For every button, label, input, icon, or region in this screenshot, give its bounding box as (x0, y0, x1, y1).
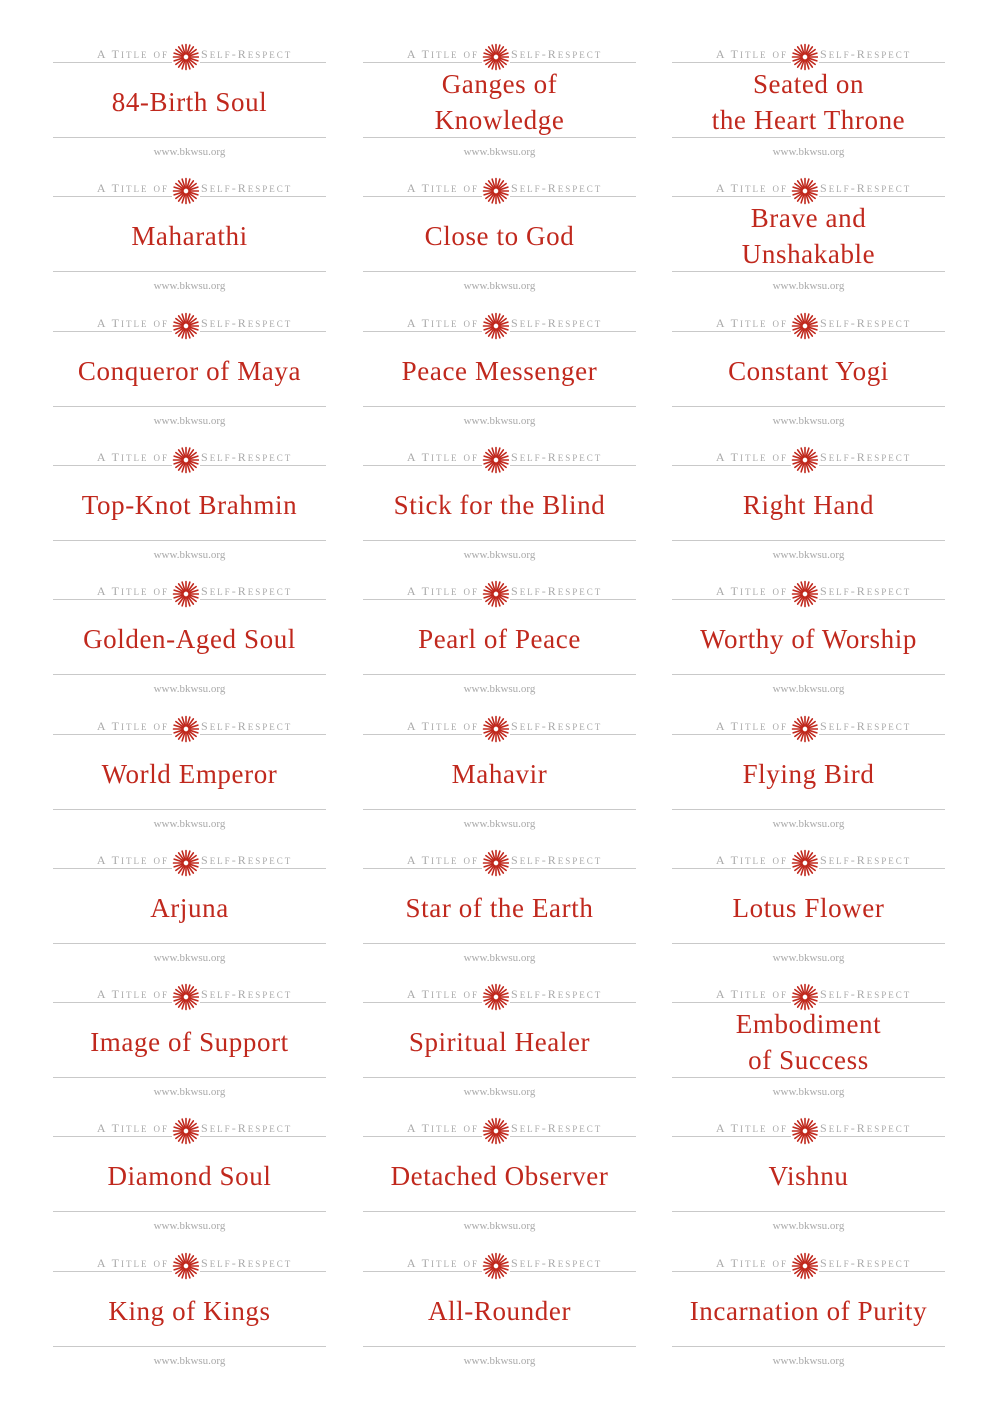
header-prefix-text: A TITLE OF (96, 47, 169, 61)
title-card (363, 984, 636, 1118)
card-url: www.bkwsu.org (463, 1355, 536, 1367)
card-url: www.bkwsu.org (772, 952, 845, 964)
header-prefix-text: A TITLE OF (715, 987, 788, 1001)
card-title: Close to God (424, 221, 575, 251)
card-title: Flying Bird (742, 759, 875, 789)
footer-rule (672, 943, 945, 944)
title-card (53, 1253, 326, 1387)
sun-burst-icon (791, 580, 819, 608)
title-card (672, 447, 945, 581)
card-url: www.bkwsu.org (463, 415, 536, 427)
header-prefix-text: A TITLE OF (406, 987, 479, 1001)
footer-rule (53, 271, 326, 272)
title-card (53, 581, 326, 715)
header-suffix-text: SELF-RESPECT (511, 853, 603, 867)
card-title: Seated on the Heart Throne (711, 69, 906, 135)
card-url: www.bkwsu.org (153, 415, 226, 427)
header-suffix-text: SELF-RESPECT (201, 987, 293, 1001)
header-suffix-text: SELF-RESPECT (201, 853, 293, 867)
sun-burst-icon (482, 177, 510, 205)
sun-burst-icon (482, 983, 510, 1011)
header-prefix-text: A TITLE OF (96, 1256, 169, 1270)
title-card (363, 1253, 636, 1387)
title-card (363, 1118, 636, 1252)
card-url: www.bkwsu.org (463, 1086, 536, 1098)
card-url: www.bkwsu.org (463, 146, 536, 158)
card-title: 84-Birth Soul (111, 87, 268, 117)
footer-rule (53, 1346, 326, 1347)
header-prefix-text: A TITLE OF (406, 47, 479, 61)
header-prefix-text: A TITLE OF (715, 316, 788, 330)
header-prefix-text: A TITLE OF (715, 719, 788, 733)
title-card (363, 716, 636, 850)
card-url: www.bkwsu.org (153, 280, 226, 292)
header-suffix-text: SELF-RESPECT (820, 719, 912, 733)
card-title: King of Kings (108, 1296, 271, 1326)
footer-rule (672, 271, 945, 272)
card-url: www.bkwsu.org (772, 1355, 845, 1367)
header-prefix-text: A TITLE OF (406, 719, 479, 733)
card-url: www.bkwsu.org (153, 146, 226, 158)
card-title: Brave and Unshakable (741, 203, 876, 269)
card-url: www.bkwsu.org (772, 1086, 845, 1098)
title-card (53, 850, 326, 984)
title-card (363, 581, 636, 715)
header-suffix-text: SELF-RESPECT (201, 719, 293, 733)
header-prefix-text: A TITLE OF (715, 450, 788, 464)
card-url: www.bkwsu.org (772, 818, 845, 830)
footer-rule (672, 1077, 945, 1078)
title-card (53, 716, 326, 850)
footer-rule (53, 1211, 326, 1212)
card-title: Golden-Aged Soul (83, 624, 296, 654)
header-suffix-text: SELF-RESPECT (511, 181, 603, 195)
header-suffix-text: SELF-RESPECT (820, 181, 912, 195)
title-card (363, 850, 636, 984)
title-card (672, 984, 945, 1118)
card-url: www.bkwsu.org (153, 549, 226, 561)
header-suffix-text: SELF-RESPECT (511, 316, 603, 330)
title-card (672, 850, 945, 984)
header-prefix-text: A TITLE OF (406, 181, 479, 195)
header-suffix-text: SELF-RESPECT (511, 1121, 603, 1135)
card-title: Vishnu (768, 1161, 849, 1191)
card-title: Ganges of Knowledge (434, 69, 565, 135)
card-url: www.bkwsu.org (772, 415, 845, 427)
header-suffix-text: SELF-RESPECT (820, 1121, 912, 1135)
footer-rule (672, 137, 945, 138)
card-url: www.bkwsu.org (772, 146, 845, 158)
header-prefix-text: A TITLE OF (715, 1256, 788, 1270)
header-prefix-text: A TITLE OF (715, 47, 788, 61)
header-prefix-text: A TITLE OF (406, 1256, 479, 1270)
card-title: World Emperor (101, 759, 278, 789)
sun-burst-icon (791, 849, 819, 877)
sun-burst-icon (482, 312, 510, 340)
sun-burst-icon (791, 1117, 819, 1145)
card-url: www.bkwsu.org (463, 818, 536, 830)
header-prefix-text: A TITLE OF (715, 853, 788, 867)
sun-burst-icon (172, 312, 200, 340)
header-prefix-text: A TITLE OF (406, 1121, 479, 1135)
title-card (672, 313, 945, 447)
title-card (672, 44, 945, 178)
card-title: Right Hand (742, 490, 875, 520)
card-title: Constant Yogi (728, 356, 889, 386)
card-title: Diamond Soul (107, 1161, 272, 1191)
title-card (53, 178, 326, 312)
sun-burst-icon (172, 1117, 200, 1145)
footer-rule (672, 1211, 945, 1212)
sun-burst-icon (482, 849, 510, 877)
title-card (672, 178, 945, 312)
header-prefix-text: A TITLE OF (96, 987, 169, 1001)
card-title: Pearl of Peace (418, 624, 581, 654)
footer-rule (363, 943, 636, 944)
footer-rule (672, 1346, 945, 1347)
header-suffix-text: SELF-RESPECT (201, 1256, 293, 1270)
header-prefix-text: A TITLE OF (406, 584, 479, 598)
header-suffix-text: SELF-RESPECT (820, 853, 912, 867)
card-title: Incarnation of Purity (689, 1296, 928, 1326)
card-title: Worthy of Worship (700, 624, 917, 654)
footer-rule (363, 406, 636, 407)
sun-burst-icon (172, 1252, 200, 1280)
card-title: Peace Messenger (401, 356, 598, 386)
sun-burst-icon (172, 446, 200, 474)
sun-burst-icon (482, 715, 510, 743)
card-title: Stick for the Blind (393, 490, 606, 520)
card-title: Arjuna (150, 893, 229, 923)
sun-burst-icon (791, 446, 819, 474)
card-url: www.bkwsu.org (463, 280, 536, 292)
header-suffix-text: SELF-RESPECT (820, 316, 912, 330)
header-suffix-text: SELF-RESPECT (511, 47, 603, 61)
title-card (363, 44, 636, 178)
header-suffix-text: SELF-RESPECT (201, 450, 293, 464)
title-card (363, 447, 636, 581)
footer-rule (363, 1077, 636, 1078)
card-title: Embodiment of Success (735, 1009, 882, 1075)
title-card (672, 581, 945, 715)
header-prefix-text: A TITLE OF (715, 584, 788, 598)
footer-rule (672, 406, 945, 407)
card-url: www.bkwsu.org (153, 683, 226, 695)
card-title: Top-Knot Brahmin (81, 490, 298, 520)
sun-burst-icon (482, 446, 510, 474)
footer-rule (672, 540, 945, 541)
sun-burst-icon (791, 312, 819, 340)
sun-burst-icon (791, 1252, 819, 1280)
card-title: Detached Observer (390, 1161, 609, 1191)
title-card (672, 716, 945, 850)
card-title: Lotus Flower (732, 893, 885, 923)
card-title: Mahavir (451, 759, 548, 789)
card-url: www.bkwsu.org (772, 1220, 845, 1232)
header-prefix-text: A TITLE OF (406, 853, 479, 867)
header-suffix-text: SELF-RESPECT (511, 1256, 603, 1270)
title-card (672, 1253, 945, 1387)
header-prefix-text: A TITLE OF (96, 584, 169, 598)
title-card (53, 984, 326, 1118)
title-card (53, 447, 326, 581)
footer-rule (672, 809, 945, 810)
title-card (363, 178, 636, 312)
sun-burst-icon (172, 715, 200, 743)
card-url: www.bkwsu.org (153, 1220, 226, 1232)
header-suffix-text: SELF-RESPECT (820, 584, 912, 598)
sun-burst-icon (172, 177, 200, 205)
footer-rule (672, 674, 945, 675)
title-card (53, 313, 326, 447)
card-title: Image of Support (90, 1027, 289, 1057)
header-suffix-text: SELF-RESPECT (201, 181, 293, 195)
header-prefix-text: A TITLE OF (406, 316, 479, 330)
header-suffix-text: SELF-RESPECT (820, 987, 912, 1001)
footer-rule (363, 137, 636, 138)
sun-burst-icon (482, 580, 510, 608)
header-prefix-text: A TITLE OF (406, 450, 479, 464)
title-card (363, 313, 636, 447)
header-suffix-text: SELF-RESPECT (201, 1121, 293, 1135)
card-url: www.bkwsu.org (463, 1220, 536, 1232)
header-prefix-text: A TITLE OF (715, 1121, 788, 1135)
footer-rule (53, 1077, 326, 1078)
title-card (53, 1118, 326, 1252)
header-prefix-text: A TITLE OF (96, 719, 169, 733)
footer-rule (53, 674, 326, 675)
footer-rule (363, 809, 636, 810)
footer-rule (53, 540, 326, 541)
sun-burst-icon (482, 1252, 510, 1280)
header-prefix-text: A TITLE OF (96, 1121, 169, 1135)
sun-burst-icon (172, 580, 200, 608)
header-suffix-text: SELF-RESPECT (820, 450, 912, 464)
header-suffix-text: SELF-RESPECT (201, 316, 293, 330)
card-url: www.bkwsu.org (463, 952, 536, 964)
card-title: Star of the Earth (405, 893, 594, 923)
header-suffix-text: SELF-RESPECT (511, 719, 603, 733)
card-url: www.bkwsu.org (153, 1355, 226, 1367)
header-suffix-text: SELF-RESPECT (511, 450, 603, 464)
footer-rule (53, 137, 326, 138)
card-title: Conqueror of Maya (77, 356, 302, 386)
card-title: Spiritual Healer (408, 1027, 591, 1057)
sun-burst-icon (172, 983, 200, 1011)
sun-burst-icon (482, 1117, 510, 1145)
footer-rule (363, 1346, 636, 1347)
header-suffix-text: SELF-RESPECT (820, 47, 912, 61)
footer-rule (363, 540, 636, 541)
header-prefix-text: A TITLE OF (96, 853, 169, 867)
header-suffix-text: SELF-RESPECT (201, 584, 293, 598)
header-suffix-text: SELF-RESPECT (511, 987, 603, 1001)
card-url: www.bkwsu.org (772, 549, 845, 561)
sun-burst-icon (791, 715, 819, 743)
footer-rule (53, 943, 326, 944)
footer-rule (53, 406, 326, 407)
sun-burst-icon (172, 849, 200, 877)
card-url: www.bkwsu.org (772, 683, 845, 695)
title-card (53, 44, 326, 178)
card-url: www.bkwsu.org (463, 549, 536, 561)
header-suffix-text: SELF-RESPECT (511, 584, 603, 598)
header-prefix-text: A TITLE OF (96, 181, 169, 195)
footer-rule (363, 674, 636, 675)
card-title: Maharathi (131, 221, 248, 251)
card-url: www.bkwsu.org (153, 952, 226, 964)
card-title: All-Rounder (427, 1296, 572, 1326)
footer-rule (363, 1211, 636, 1212)
footer-rule (53, 809, 326, 810)
title-card (672, 1118, 945, 1252)
header-prefix-text: A TITLE OF (715, 181, 788, 195)
header-suffix-text: SELF-RESPECT (201, 47, 293, 61)
sun-burst-icon (172, 43, 200, 71)
card-url: www.bkwsu.org (153, 1086, 226, 1098)
footer-rule (363, 271, 636, 272)
header-suffix-text: SELF-RESPECT (820, 1256, 912, 1270)
card-url: www.bkwsu.org (463, 683, 536, 695)
card-url: www.bkwsu.org (772, 280, 845, 292)
card-url: www.bkwsu.org (153, 818, 226, 830)
header-prefix-text: A TITLE OF (96, 316, 169, 330)
header-prefix-text: A TITLE OF (96, 450, 169, 464)
